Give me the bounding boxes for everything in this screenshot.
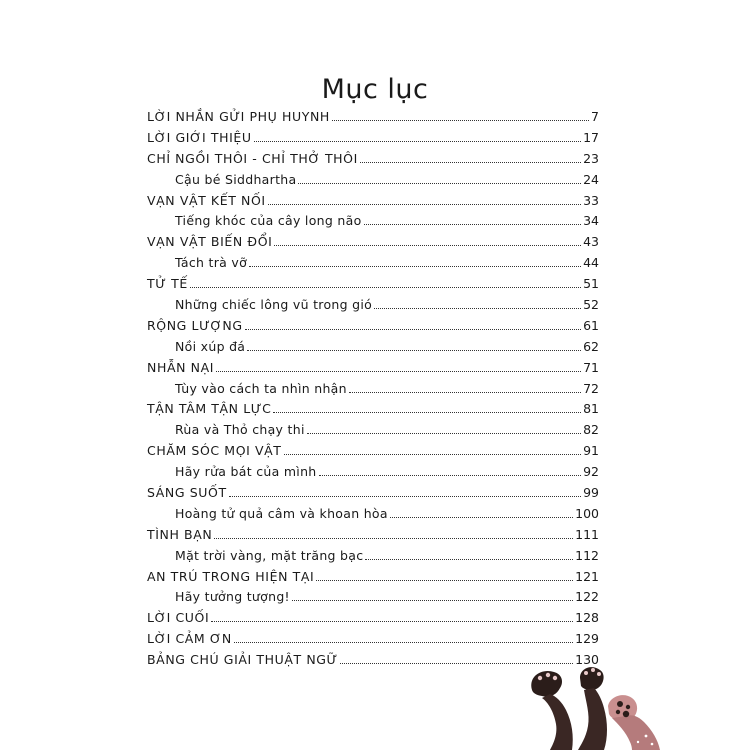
- toc-subentry: [147, 464, 599, 485]
- toc-entry-label: SÁNG SUỐT: [147, 485, 227, 501]
- toc-subentry: [147, 172, 599, 193]
- table-of-contents: [147, 109, 599, 673]
- dot-leader: [298, 183, 581, 184]
- dot-leader: [360, 162, 581, 163]
- dot-leader: [245, 329, 581, 330]
- toc-entry-page-number: 129: [575, 631, 599, 647]
- toc-entry-label: LỜI GIỚI THIỆU: [147, 129, 252, 145]
- toc-entry-page-number: 72: [583, 380, 599, 396]
- toc-entry-label: VẠN VẬT BIẾN ĐỔI: [147, 234, 273, 250]
- dot-leader: [365, 559, 573, 560]
- toc-chapter-entry: [147, 276, 599, 297]
- toc-entry-label: CHỈ NGỒI THÔI - CHỈ THỞ THÔI: [147, 150, 358, 166]
- toc-entry-label: NHẪN NẠI: [147, 359, 215, 375]
- toc-entry-page-number: 91: [583, 443, 599, 459]
- dot-leader: [216, 371, 581, 372]
- dot-leader: [307, 433, 581, 434]
- toc-entry-page-number: 71: [583, 359, 599, 375]
- toc-chapter-entry: [147, 401, 599, 422]
- toc-subentry: [147, 589, 599, 610]
- toc-chapter-entry: [147, 610, 599, 631]
- toc-entry-page-number: 130: [575, 652, 599, 668]
- toc-entry-label: TẬN TÂM TẬN LỰC: [147, 401, 272, 417]
- toc-subentry: [147, 548, 599, 569]
- dot-leader: [268, 204, 581, 205]
- toc-entry-label: TỬ TẾ: [147, 276, 188, 292]
- toc-chapter-entry: [147, 527, 599, 548]
- pink-paw-icon: [608, 695, 660, 750]
- toc-subentry: [147, 381, 599, 402]
- toc-entry-page-number: 111: [575, 526, 599, 542]
- toc-entry-page-number: 62: [583, 338, 599, 354]
- toc-entry-page-number: 23: [583, 150, 599, 166]
- toc-entry-page-number: 99: [583, 485, 599, 501]
- dot-leader: [190, 287, 581, 288]
- toc-subentry: [147, 506, 599, 527]
- toc-entry-label: BẢNG CHÚ GIẢI THUẬT NGỮ: [147, 652, 338, 668]
- toc-entry-label: TÌNH BẠN: [147, 526, 213, 542]
- dot-leader: [374, 308, 581, 309]
- toc-entry-label: Những chiếc lông vũ trong gió: [175, 297, 373, 313]
- toc-entry-label: Tùy vào cách ta nhìn nhận: [175, 380, 347, 396]
- toc-entry-page-number: 33: [583, 192, 599, 208]
- dot-leader: [319, 475, 582, 476]
- dot-leader: [211, 621, 573, 622]
- dot-leader: [292, 600, 573, 601]
- toc-entry-label: Hãy rửa bát của mình: [175, 464, 317, 480]
- dot-leader: [316, 580, 573, 581]
- toc-subentry: [147, 255, 599, 276]
- dot-leader: [247, 350, 581, 351]
- toc-entry-page-number: 121: [575, 568, 599, 584]
- page-title: Mục lục: [321, 74, 429, 106]
- toc-entry-page-number: 81: [583, 401, 599, 417]
- toc-chapter-entry: [147, 193, 599, 214]
- dot-leader: [364, 224, 582, 225]
- toc-chapter-entry: [147, 360, 599, 381]
- toc-chapter-entry: [147, 130, 599, 151]
- toc-entry-label: AN TRÚ TRONG HIỆN TẠI: [147, 568, 315, 584]
- toc-subentry: [147, 213, 599, 234]
- toc-entry-page-number: 128: [575, 610, 599, 626]
- dot-leader: [234, 642, 573, 643]
- toc-chapter-entry: [147, 569, 599, 590]
- toc-subentry: [147, 422, 599, 443]
- toc-chapter-entry: [147, 631, 599, 652]
- toc-chapter-entry: [147, 234, 599, 255]
- dot-leader: [249, 266, 581, 267]
- toc-chapter-entry: [147, 151, 599, 172]
- toc-entry-page-number: 122: [575, 589, 599, 605]
- toc-entry-label: LỜI CẢM ƠN: [147, 631, 232, 647]
- character-paws-illustration: [520, 662, 670, 750]
- toc-entry-label: Nồi xúp đá: [175, 338, 246, 354]
- toc-entry-label: Rùa và Thỏ chạy thi: [175, 422, 305, 438]
- toc-entry-label: RỘNG LƯỢNG: [147, 317, 243, 333]
- toc-entry-page-number: 82: [583, 422, 599, 438]
- toc-entry-label: Cậu bé Siddhartha: [175, 171, 297, 187]
- toc-entry-page-number: 51: [583, 276, 599, 292]
- dot-leader: [274, 245, 581, 246]
- toc-entry-page-number: 17: [583, 129, 599, 145]
- dot-leader: [390, 517, 573, 518]
- toc-entry-label: LỜI CUỐI: [147, 610, 210, 626]
- toc-chapter-entry: [147, 318, 599, 339]
- toc-chapter-entry: [147, 485, 599, 506]
- dot-leader: [332, 120, 589, 121]
- toc-entry-label: Tách trà vỡ: [175, 255, 248, 271]
- left-paw-icon: [531, 671, 572, 750]
- toc-entry-page-number: 44: [583, 255, 599, 271]
- right-paw-icon: [578, 667, 607, 750]
- toc-chapter-entry: [147, 109, 599, 130]
- toc-chapter-entry: [147, 443, 599, 464]
- toc-entry-page-number: 52: [583, 297, 599, 313]
- toc-entry-label: LỜI NHẮN GỬI PHỤ HUYNH: [147, 109, 330, 124]
- dot-leader: [349, 392, 581, 393]
- toc-subentry: [147, 297, 599, 318]
- toc-entry-page-number: 112: [575, 547, 599, 563]
- toc-entry-page-number: 61: [583, 317, 599, 333]
- dot-leader: [273, 412, 581, 413]
- toc-entry-label: Hoàng tử quả câm và khoan hòa: [175, 505, 388, 521]
- dot-leader: [254, 141, 581, 142]
- toc-entry-label: Mặt trời vàng, mặt trăng bạc: [175, 547, 364, 563]
- toc-subentry: [147, 339, 599, 360]
- toc-entry-page-number: 43: [583, 234, 599, 250]
- toc-entry-page-number: 34: [583, 213, 599, 229]
- toc-entry-label: CHĂM SÓC MỌI VẬT: [147, 443, 282, 459]
- toc-entry-page-number: 7: [591, 109, 599, 124]
- dot-leader: [229, 496, 581, 497]
- toc-entry-page-number: 92: [583, 464, 599, 480]
- dot-leader: [284, 454, 582, 455]
- toc-entry-page-number: 100: [575, 505, 599, 521]
- toc-entry-label: Hãy tưởng tượng!: [175, 589, 290, 605]
- toc-entry-label: VẠN VẬT KẾT NỐI: [147, 192, 266, 208]
- toc-entry-page-number: 24: [583, 171, 599, 187]
- dot-leader: [214, 538, 573, 539]
- toc-entry-label: Tiếng khóc của cây long não: [175, 213, 362, 229]
